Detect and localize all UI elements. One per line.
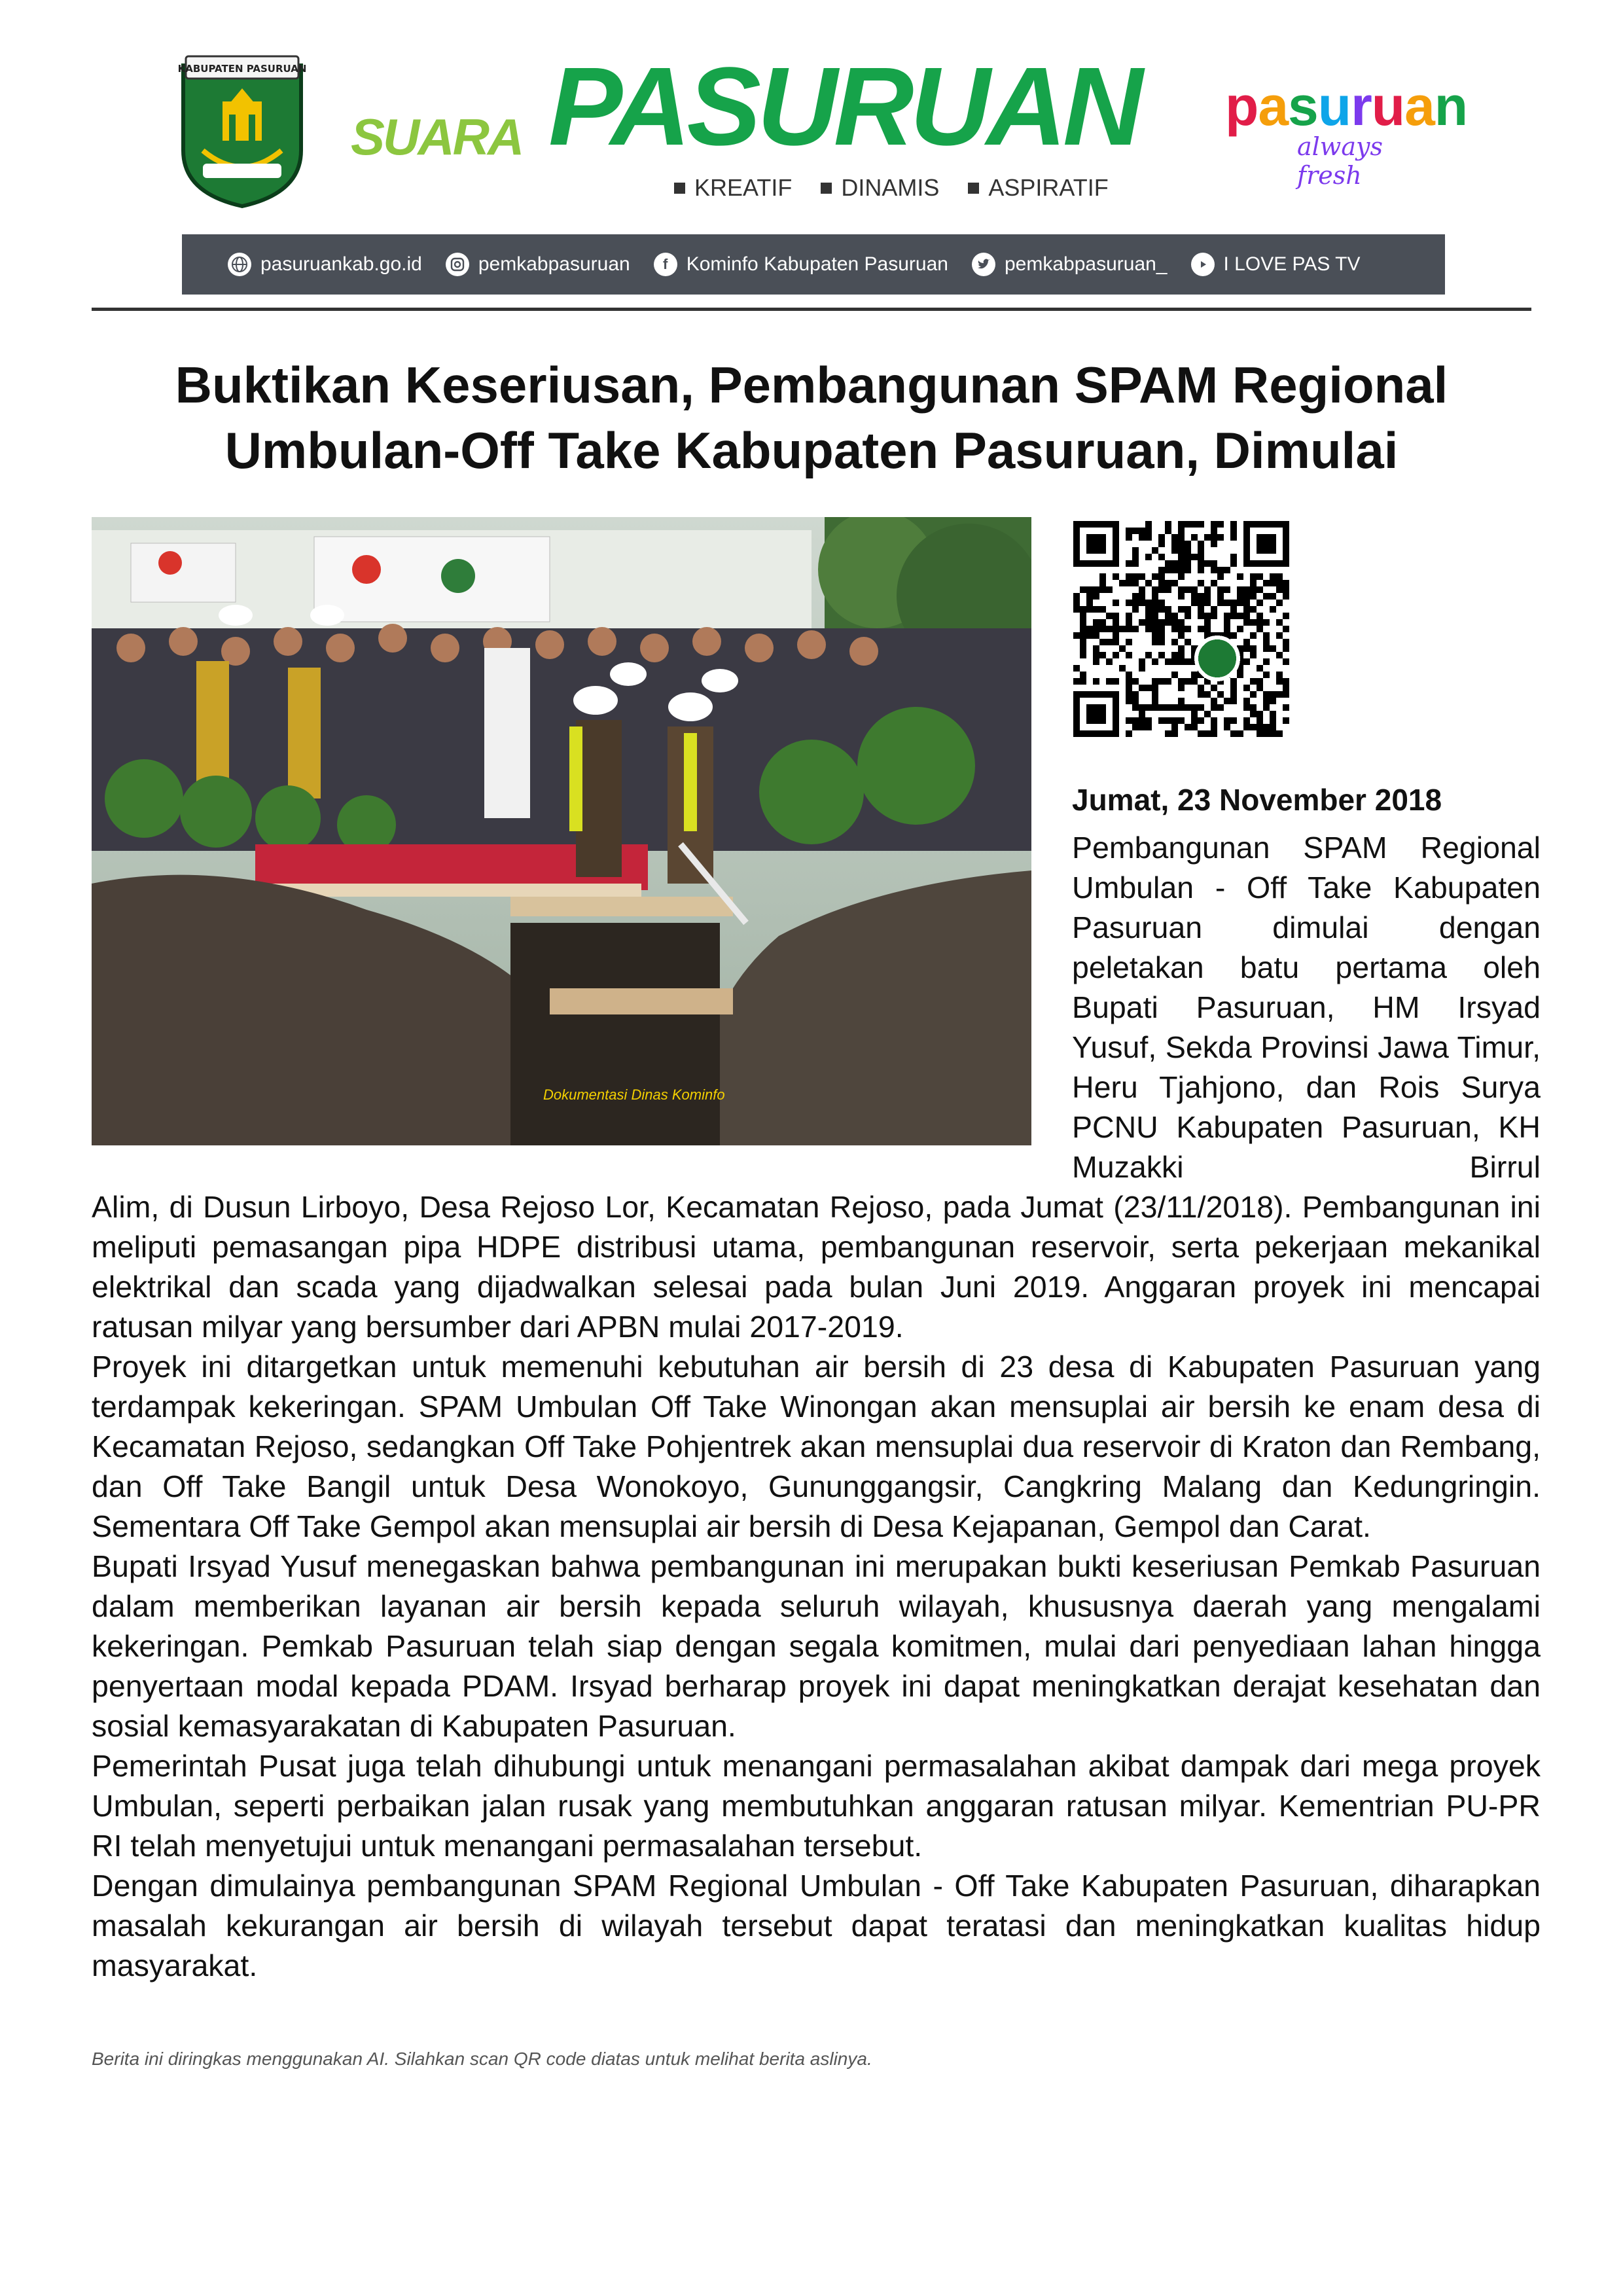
- tagline-item: KREATIF: [674, 174, 792, 201]
- photo-credit: Dokumentasi Dinas Kominfo: [543, 1086, 725, 1103]
- social-label: pasuruankab.go.id: [260, 253, 422, 275]
- header-divider: [92, 308, 1531, 311]
- social-instagram[interactable]: [446, 253, 630, 276]
- article-paragraph: Dengan dimulainya pembangunan SPAM Regional Umbulan - Off Take Kabupaten Pasuruan, diharapkan masalah kekurangan air bersih di wilayah tersebut dapat teratasi dan meningkatkan kualitas hidup masyarakat.: [92, 1869, 1541, 1982]
- article-title: Buktikan Keseriusan, Pembangunan SPAM Regional Umbulan-Off Take Kabupaten Pasuruan, Dimulai: [175, 356, 1448, 479]
- globe-icon: [228, 253, 251, 276]
- social-website[interactable]: [228, 253, 422, 276]
- masthead: [340, 45, 1178, 169]
- social-twitter[interactable]: [972, 253, 1168, 276]
- article-lead-paragraph: Pembangunan SPAM Regional Umbulan - Off Take Kabupaten Pasuruan dimulai dengan peletakan batu pertama oleh Bupati Pasuruan, HM Irsyad Yusuf, Sekda Provinsi Jawa Timur, Heru Tjahjono, dan Rois Surya PCNU Kabupaten Pasuruan, KH Muzakki Birrul: [1072, 831, 1541, 1184]
- square-bullet-icon: [674, 183, 685, 194]
- article-paragraph: Proyek ini ditargetkan untuk memenuhi kebutuhan air bersih di 23 desa di Kabupaten Pasuruan yang terdampak kekeringan. SPAM Umbulan Off Take Winongan akan mensuplai air bersih ke enam desa di Kecamatan Rejoso, sedangkan Off Take Pohjentrek akan mensuplai dua reservoir di Kraton dan Rembang, dan Off Take Bangil untuk Desa Wonokoyo, Gununggangsir, Cangkring Malang dan Kedungringin. Sementara Off Take Gempol akan mensuplai air bersih di Desa Kejapanan, Gempol dan Carat.: [92, 1350, 1541, 1543]
- tagline: [674, 174, 1131, 202]
- article-paragraph: Bupati Irsyad Yusuf menegaskan bahwa pembangunan ini merupakan bukti keseriusan Pemkab Pasuruan dalam memberikan layanan air bersih kepada seluruh wilayah, khususnya daerah yang mengalami kekeringan. Pemkab Pasuruan telah siap dengan segala komitmen, mulai dari penyediaan lahan hingga penyertaan modal kepada PDAM. Irsyad berharap proyek ini dapat meningkatkan derajat kesehatan dan sosial kemasyarakatan di Kabupaten Pasuruan.: [92, 1549, 1541, 1743]
- ai-summary-footnote: Berita ini diringkas menggunakan AI. Silahkan scan QR code diatas untuk melihat berita aslinya.: [92, 2049, 872, 2069]
- square-bullet-icon: [821, 183, 832, 194]
- article-paragraph: Alim, di Dusun Lirboyo, Desa Rejoso Lor, Kecamatan Rejoso, pada Jumat (23/11/2018). Pembangunan ini meliputi pemasangan pipa HDPE distribusi utama, pembangunan reservoir, serta pekerjaan mekanikal elektrikal dan scada yang dijadwalkan selesai pada bulan Juni 2019. Anggaran proyek ini mencapai ratusan milyar yang bersumber dari APBN mulai 2017-2019.: [92, 1190, 1541, 1344]
- social-label: I LOVE PAS TV: [1223, 253, 1361, 275]
- tagline-item: DINAMIS: [821, 174, 939, 201]
- brand-tagline: always fresh: [1297, 132, 1383, 190]
- social-facebook[interactable]: [654, 253, 948, 276]
- qr-code[interactable]: [1073, 521, 1289, 737]
- twitter-icon: [972, 253, 995, 276]
- square-bullet-icon: [968, 183, 979, 194]
- qr-center-logo-icon: [1196, 637, 1238, 679]
- instagram-icon: [446, 253, 469, 276]
- masthead-suara: SUARA: [351, 108, 523, 166]
- regency-crest-logo: [177, 52, 308, 209]
- article-paragraph: Pemerintah Pusat juga telah dihubungi untuk menangani permasalahan akibat dampak dari mega proyek Umbulan, seperti perbaikan jalan rusak yang membutuhkan anggaran ratusan milyar. Kementrian PU-PR RI telah menyetujui untuk menangani permasalahan tersebut.: [92, 1749, 1541, 1863]
- brand-word: pasuruan: [1225, 75, 1468, 137]
- article-date: Jumat, 23 November 2018: [1072, 783, 1442, 817]
- facebook-icon: f: [654, 253, 677, 276]
- youtube-icon: [1191, 253, 1215, 276]
- social-label: Kominfo Kabupaten Pasuruan: [686, 253, 948, 275]
- pasuruan-brand-logo: [1225, 75, 1468, 190]
- article-photo: [92, 517, 1031, 1145]
- social-youtube[interactable]: [1191, 253, 1361, 276]
- social-label: pemkabpasuruan_: [1004, 253, 1168, 275]
- masthead-pasuruan: PASURUAN: [548, 45, 1139, 169]
- svg-text:KABUPATEN PASURUAN: KABUPATEN PASURUAN: [177, 63, 307, 75]
- article-body: [92, 1187, 1541, 1986]
- tagline-item: ASPIRATIF: [968, 174, 1108, 201]
- social-media-bar: [182, 234, 1445, 295]
- social-label: pemkabpasuruan: [478, 253, 630, 275]
